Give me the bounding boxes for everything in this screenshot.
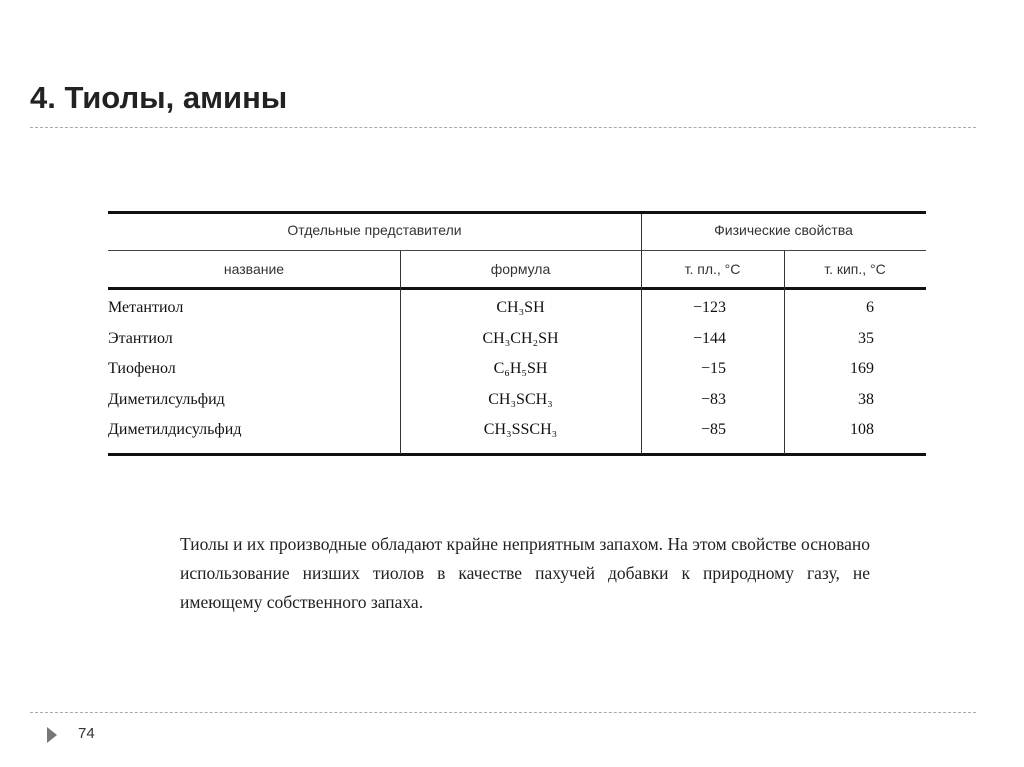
- compound-formula: CH₃SH: [496, 299, 545, 316]
- compound-formula: CH₃CH₂SH: [482, 329, 559, 347]
- table-row: [108, 421, 926, 451]
- header-bottom-rule: [108, 287, 926, 290]
- compound-name: Тиофенол: [108, 360, 176, 377]
- footer-divider: [30, 712, 976, 713]
- table-top-rule: [108, 211, 926, 214]
- body-paragraph: Тиолы и их производные обладают крайне неприятным запахом. На этом свойстве основано использование низших тиолов в качестве пахучей добавки к природному газу, не имеющему собственного запаха.: [180, 534, 870, 612]
- compound-name: Диметилдисульфид: [108, 421, 242, 438]
- column-header: т. кип., °С: [824, 261, 886, 277]
- properties-table: [108, 211, 926, 457]
- compound-name: Этантиол: [108, 329, 173, 347]
- table-row: [108, 330, 926, 360]
- boiling-point: 169: [850, 360, 874, 377]
- group-header: Физические свойства: [714, 222, 853, 238]
- page-number: 74: [78, 725, 95, 742]
- boiling-point: 35: [858, 329, 874, 347]
- compound-name: Диметилсульфид: [108, 390, 225, 408]
- column-header: название: [223, 261, 285, 277]
- slide-title: 4. Тиолы, амины: [30, 80, 288, 115]
- header-rule: [108, 250, 926, 251]
- compound-name: Метантиол: [108, 299, 184, 316]
- melting-point: −15: [700, 360, 726, 377]
- boiling-point: 38: [858, 390, 874, 408]
- melting-point: −123: [692, 299, 726, 316]
- group-header: Отдельные представители: [287, 222, 462, 238]
- compound-formula: C₆H₅SH: [493, 360, 548, 377]
- compound-formula: CH₃SCH₃: [488, 390, 553, 408]
- table-row: [108, 360, 926, 390]
- boiling-point: 6: [866, 299, 874, 316]
- table-row: [108, 299, 926, 329]
- triangle-bullet-icon: [47, 727, 57, 743]
- title-divider: [30, 127, 976, 128]
- melting-point: −144: [692, 329, 726, 347]
- compound-formula: CH₃SSCH₃: [483, 421, 558, 438]
- column-header: т. пл., °С: [684, 261, 741, 277]
- melting-point: −83: [700, 390, 726, 408]
- boiling-point: 108: [850, 421, 874, 438]
- table-bottom-rule: [108, 453, 926, 456]
- table-row: [108, 391, 926, 421]
- column-header: формула: [490, 261, 551, 277]
- melting-point: −85: [700, 421, 726, 438]
